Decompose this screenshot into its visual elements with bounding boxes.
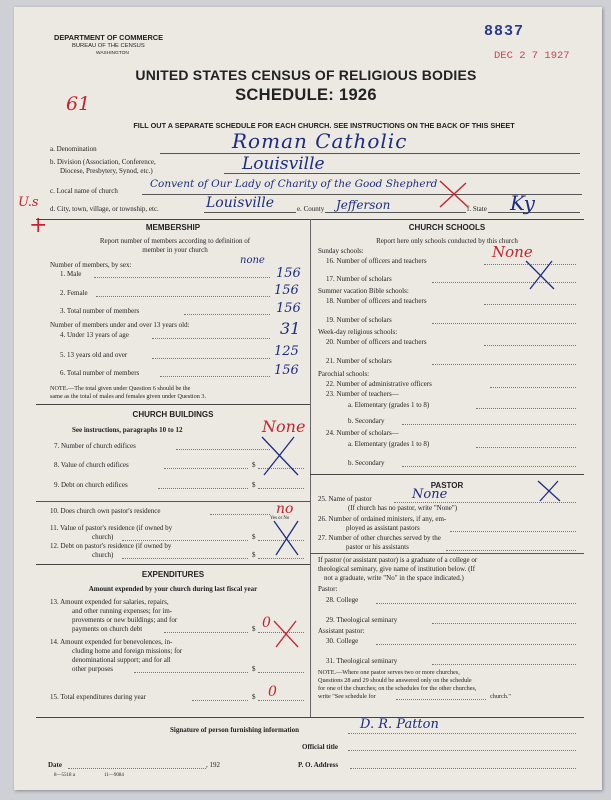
- schools-intro: Report here only schools conducted by this church: [376, 237, 518, 245]
- age-heading: Number of members under and over 13 years old:: [50, 321, 190, 329]
- local-name-label: c. Local name of church: [50, 187, 118, 195]
- q14-label-line1: 14. Amount expended for benevolences, in-: [50, 638, 173, 646]
- q12-label-line1: 12. Debt on pastor's residence (if owned by: [50, 542, 172, 550]
- department-label: DEPARTMENT OF COMMERCE: [54, 33, 164, 42]
- q15-dollar: $: [252, 693, 256, 701]
- city-label: WASHINGTON: [96, 51, 129, 56]
- q24b-label: b. Secondary: [348, 459, 385, 467]
- q25-pastor-value[interactable]: None: [412, 487, 448, 502]
- pastor-note-5: church.": [490, 693, 511, 700]
- q25-label: 25. Name of pastor: [318, 495, 372, 503]
- q26-line: [450, 531, 576, 532]
- q22-label: 22. Number of administrative officers: [326, 380, 432, 388]
- q11-label-line1: 11. Value of pastor's residence (if owned by: [50, 524, 173, 532]
- q11-dollar: $: [252, 533, 256, 541]
- q13-label-line3: provements or new buildings; and for: [72, 616, 178, 624]
- q13-value[interactable]: 0: [262, 615, 271, 631]
- denomination-value[interactable]: Roman Catholic: [232, 129, 408, 153]
- q10-leader: [210, 514, 270, 515]
- denomination-label: a. Denomination: [50, 145, 97, 153]
- q13-leader: [164, 632, 248, 633]
- q15-leader: [192, 700, 248, 701]
- schools-heading: CHURCH SCHOOLS: [408, 223, 486, 232]
- q13-label-line2: and other running expenses; for im-: [72, 607, 173, 615]
- sunday-schools-label: Sunday schools:: [318, 247, 364, 255]
- margin-mark-us: U.s: [18, 195, 39, 210]
- schools-cross-icon: [520, 257, 560, 293]
- city-value[interactable]: Louisville: [206, 195, 275, 211]
- q22-line: [490, 387, 576, 388]
- q16-label: 16. Number of officers and teachers: [326, 257, 427, 265]
- pastor-note-3: for one of the churches; on the schedules for the other churches,: [318, 685, 477, 692]
- q21-label: 21. Number of scholars: [326, 357, 392, 365]
- q14-answer-line: [258, 672, 304, 673]
- membership-intro-2: member in your church: [142, 246, 208, 254]
- q9-answer-line: [258, 488, 304, 489]
- graduate-instruction-1: If pastor (or assistant pastor) is a graduate of a college or: [318, 556, 478, 564]
- q3-total-label: 3. Total number of members: [60, 307, 140, 315]
- form-code-1: 8—5518 a: [54, 773, 75, 778]
- membership-heading: MEMBERSHIP: [145, 223, 201, 232]
- official-title-label: Official title: [302, 743, 338, 751]
- membership-divider: [36, 404, 310, 405]
- q9-dollar: $: [252, 481, 256, 489]
- q23a-line: [476, 408, 576, 409]
- pastor-note-blank: [396, 699, 486, 700]
- q23b-line: [402, 424, 576, 425]
- buildings-none-mark: None: [262, 417, 306, 436]
- q24a-line: [476, 447, 576, 448]
- division-value[interactable]: Louisville: [242, 154, 325, 174]
- county-label: e. County: [297, 205, 325, 213]
- q23a-label: a. Elementary (grades 1 to 8): [348, 401, 430, 409]
- q13-label-line4: payments on church debt: [72, 625, 143, 633]
- state-label: f. State: [467, 205, 487, 213]
- q19-line: [432, 323, 576, 324]
- expenditure-cross-icon: [268, 617, 304, 651]
- q5-leader: [152, 358, 270, 359]
- q18-label: 18. Number of officers and teachers: [326, 297, 427, 305]
- q3-total-value[interactable]: 156: [276, 301, 301, 316]
- q25-note: (If church has no pastor, write "None"): [348, 504, 458, 512]
- q20-label: 20. Number of officers and teachers: [326, 338, 427, 346]
- pastor-heading: PASTOR: [430, 481, 464, 490]
- graduate-instruction-2: theological seminary, give name of institution below. (If: [318, 565, 476, 573]
- q6-total-value[interactable]: 156: [274, 363, 299, 378]
- signature-value[interactable]: D. R. Patton: [360, 717, 439, 732]
- address-line: [350, 768, 576, 769]
- q24a-label: a. Elementary (grades 1 to 8): [348, 440, 430, 448]
- q27-label-line1: 27. Number of other churches served by the: [318, 534, 441, 542]
- q18-line: [484, 304, 576, 305]
- q14-leader: [134, 672, 248, 673]
- form-code-2: 11—9084: [104, 773, 124, 778]
- crossed-mark-icon: [434, 177, 474, 211]
- pastor-subheading: Pastor:: [318, 585, 338, 593]
- q8-leader: [164, 468, 248, 469]
- buildings-cross-icon: [254, 431, 304, 481]
- pastor-cross-icon: [534, 477, 564, 505]
- q15-total-label: 15. Total expenditures during year: [50, 693, 146, 701]
- local-name-value[interactable]: Convent of Our Lady of Charity of the Good Shepherd: [150, 178, 438, 190]
- q20-line: [484, 345, 576, 346]
- q14-label-line2: cluding home and foreign missions; for: [72, 647, 183, 655]
- expenditures-intro: Amount expended by your church during last fiscal year: [88, 585, 258, 593]
- q19-label: 19. Number of scholars: [326, 316, 392, 324]
- members-by-sex-label: Number of members, by sex:: [50, 261, 132, 269]
- stamp-number: 8837: [484, 23, 525, 40]
- q15-value[interactable]: 0: [268, 684, 277, 700]
- q4-under13-label: 4. Under 13 years of age: [60, 331, 129, 339]
- signature-line: [348, 733, 576, 734]
- q13-dollar: $: [252, 625, 256, 633]
- county-value[interactable]: Jefferson: [336, 198, 391, 212]
- schedule-title: SCHEDULE: 1926: [235, 86, 377, 104]
- summer-schools-label: Summer vacation Bible schools:: [318, 287, 409, 295]
- q1-male-value[interactable]: 156: [276, 266, 301, 281]
- q12-leader: [122, 558, 248, 559]
- q31-label: 31. Theological seminary: [326, 657, 398, 665]
- expenditures-heading: EXPENDITURES: [141, 570, 205, 579]
- official-title-line: [348, 750, 576, 751]
- q9-leader: [158, 488, 248, 489]
- q14-dollar: $: [252, 665, 256, 673]
- q23b-label: b. Secondary: [348, 417, 385, 425]
- q26-label-line2: ployed as assistant pastors: [346, 524, 420, 532]
- pastor-note-2: Questions 28 and 29 should be answered only on the schedule: [318, 677, 472, 684]
- q10-residence-label: 10. Does church own pastor's residence: [50, 507, 161, 515]
- division-label-line1: b. Division (Association, Conference,: [50, 158, 156, 166]
- q6-total-label: 6. Total number of members: [60, 369, 140, 377]
- date-label: Date: [48, 761, 62, 769]
- q3-leader: [184, 314, 270, 315]
- pastor-note-4: write "See schedule for: [318, 693, 376, 700]
- q28-label: 28. College: [326, 596, 359, 604]
- q2-female-label: 2. Female: [60, 289, 88, 297]
- q1-male-label: 1. Male: [60, 270, 82, 278]
- q4-leader: [152, 338, 270, 339]
- form-title: UNITED STATES CENSUS OF RELIGIOUS BODIES: [135, 67, 477, 83]
- instruction-line: FILL OUT A SEPARATE SCHEDULE FOR EACH CHURCH. SEE INSTRUCTIONS ON THE BACK OF THIS SHEET: [133, 121, 515, 130]
- division-label-line2: Diocese, Presbytery, Synod, etc.): [60, 167, 153, 175]
- q6-leader: [160, 376, 270, 377]
- denomination-rule: [160, 153, 580, 154]
- q14-label-line4: other purposes: [72, 665, 114, 673]
- q27-label-line2: pastor or his assistants: [346, 543, 409, 551]
- q24b-line: [402, 466, 576, 467]
- buildings-heading: CHURCH BUILDINGS: [132, 410, 214, 419]
- parochial-schools-label: Parochial schools:: [318, 370, 370, 378]
- q30-label: 30. College: [326, 637, 359, 645]
- q30-line: [376, 644, 576, 645]
- handwritten-number: 61: [66, 93, 91, 115]
- q11-leader: [122, 540, 248, 541]
- q15-answer-line: [258, 700, 304, 701]
- q7-edifices-label: 7. Number of church edifices: [54, 442, 136, 450]
- section-divider-bottom: [36, 717, 584, 718]
- q12-label-line2: church): [92, 551, 114, 559]
- q26-label-line1: 26. Number of ordained ministers, if any, em-: [318, 515, 447, 523]
- q8-dollar: $: [252, 461, 256, 469]
- q1-leader: [94, 277, 270, 278]
- q10-residence-value[interactable]: no: [276, 501, 294, 517]
- q11-label-line2: church): [92, 533, 114, 541]
- buildings-instruction: See instructions, paragraphs 10 to 12: [72, 426, 183, 434]
- q29-label: 29. Theological seminary: [326, 616, 398, 624]
- q5-over13-value[interactable]: 125: [274, 344, 299, 359]
- city-field-label: d. City, town, village, or township, etc.: [50, 205, 159, 213]
- q27-line: [446, 550, 576, 551]
- q21-line: [432, 364, 576, 365]
- membership-note-1: NOTE.—The total given under Question 6 should be the: [50, 385, 191, 392]
- q28-line: [376, 603, 576, 604]
- q9-debt-label: 9. Debt on church edifices: [54, 481, 128, 489]
- q17-label: 17. Number of scholars: [326, 275, 392, 283]
- census-schedule-sheet: [14, 7, 602, 790]
- bureau-label: BUREAU OF THE CENSUS: [72, 43, 145, 49]
- pastor-divider: [310, 553, 584, 554]
- residence-cross-icon: [268, 517, 304, 559]
- membership-note-2: same as the total of males and females given under Question 3.: [50, 393, 207, 400]
- q5-over13-label: 5. 13 years old and over: [60, 351, 128, 359]
- date-line: [68, 768, 206, 769]
- q29-line: [432, 623, 576, 624]
- q4-under13-value[interactable]: 31: [280, 319, 301, 338]
- q14-label-line3: denominational support; and for all: [72, 656, 171, 664]
- members-by-sex-value[interactable]: none: [240, 255, 265, 266]
- received-date-stamp: DEC 2 7 1927: [494, 50, 570, 62]
- weekday-schools-label: Week-day religious schools:: [318, 328, 398, 336]
- address-label: P. O. Address: [298, 761, 339, 769]
- state-value[interactable]: Ky: [510, 191, 535, 215]
- column-divider: [310, 219, 311, 717]
- q13-label-line1: 13. Amount expended for salaries, repairs,: [50, 598, 169, 606]
- schools-none-mark: None: [492, 243, 533, 261]
- q24-label: 24. Number of scholars—: [326, 429, 399, 437]
- q2-female-value[interactable]: 156: [274, 283, 299, 298]
- q10-divider: [36, 501, 310, 502]
- membership-intro-1: Report number of members according to definition of: [99, 237, 251, 245]
- q31-line: [432, 664, 576, 665]
- q2-leader: [96, 296, 270, 297]
- pastor-note-1: NOTE.—Where one pastor serves two or more churches,: [318, 669, 460, 676]
- assistant-pastor-subheading: Assistant pastor:: [318, 627, 365, 635]
- q12-dollar: $: [252, 551, 256, 559]
- margin-mark-plus: +: [29, 213, 48, 238]
- q8-value-label: 8. Value of church edifices: [54, 461, 129, 469]
- q23-label: 23. Number of teachers—: [326, 390, 399, 398]
- yes-or-no-caption: Yes or No: [270, 516, 290, 521]
- buildings-divider: [36, 564, 310, 565]
- date-year: , 192: [206, 761, 220, 769]
- schools-divider: [310, 474, 584, 475]
- signature-label: Signature of person furnishing information: [170, 726, 299, 734]
- graduate-instruction-3: not a graduate, write "No" in the space indicated.): [324, 574, 464, 582]
